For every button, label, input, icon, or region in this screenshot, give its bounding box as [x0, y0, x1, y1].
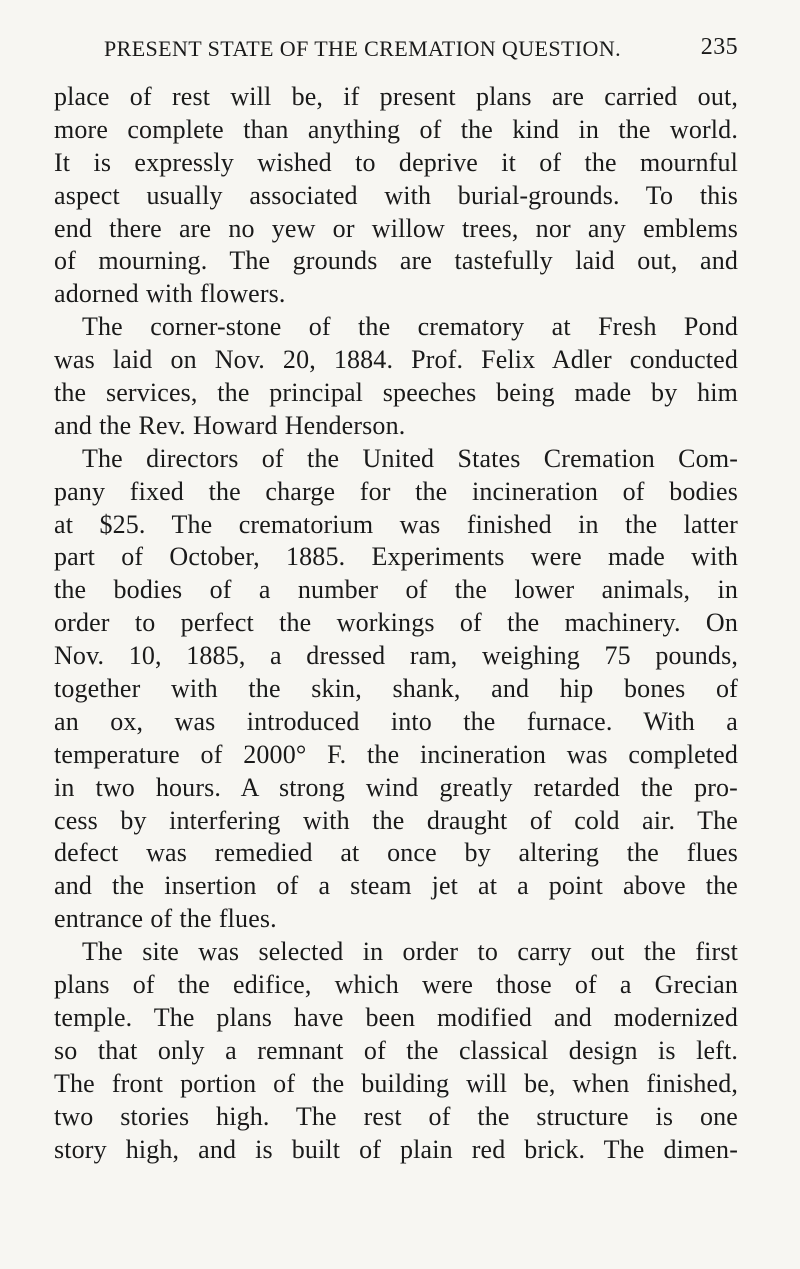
text-line: temple. The plans have been modified and modernized — [54, 1002, 738, 1032]
paragraph-4 — [54, 936, 738, 1166]
running-head — [104, 36, 738, 70]
text-line: so that only a remnant of the classical design is left. — [54, 1035, 738, 1065]
text-line: the bodies of a number of the lower animals, in — [54, 575, 738, 605]
text-line: was laid on Nov. 20, 1884. Prof. Felix Adler conducted — [54, 345, 738, 375]
text-line: plans of the edifice, which were those of a Grecian — [54, 970, 738, 1000]
text-line: place of rest will be, if present plans are carried out, — [54, 82, 738, 111]
text-line: entrance of the flues. — [54, 904, 277, 934]
text-line: of mourning. The grounds are tastefully laid out, and — [54, 246, 738, 276]
text-line: two stories high. The rest of the structure is one — [54, 1101, 738, 1131]
text-line: cess by interfering with the draught of cold air. The — [54, 805, 738, 835]
text-line: The site was selected in order to carry out the first — [82, 937, 738, 967]
text-line: and the insertion of a steam jet at a point above the — [54, 871, 738, 901]
text-line: defect was remedied at once by altering the flues — [54, 838, 738, 868]
text-line: pany fixed the charge for the incineration of bodies — [54, 476, 738, 506]
text-line: end there are no yew or willow trees, nor any emblems — [54, 213, 738, 243]
page-number: 235 — [700, 34, 738, 60]
text-line: temperature of 2000° F. the incineration was completed — [54, 739, 738, 769]
text-line: story high, and is built of plain red brick. The dimen- — [54, 1134, 738, 1164]
text-line: together with the skin, shank, and hip bones of — [54, 674, 738, 704]
running-head-title: PRESENT STATE OF THE CREMATION QUESTION. — [104, 36, 622, 61]
text-line: an ox, was introduced into the furnace. With a — [54, 706, 738, 736]
text-line: Nov. 10, 1885, a dressed ram, weighing 75 pounds, — [54, 641, 738, 671]
text-line: the services, the principal speeches being made by him — [54, 378, 738, 408]
text-line: adorned with flowers. — [54, 279, 286, 309]
text-line: at $25. The crematorium was finished in the latter — [54, 509, 738, 539]
text-line: more complete than anything of the kind in the world. — [54, 114, 738, 144]
paragraph-2 — [54, 311, 738, 443]
text-line: It is expressly wished to deprive it of the mournful — [54, 147, 738, 177]
text-line: The front portion of the building will be, when finished, — [54, 1068, 738, 1098]
text-line: in two hours. A strong wind greatly retarded the pro- — [54, 772, 738, 802]
text-line: The corner-stone of the crematory at Fresh Pond — [82, 312, 738, 342]
text-line: aspect usually associated with burial-grounds. To this — [54, 180, 738, 210]
text-line: and the Rev. Howard Henderson. — [54, 410, 406, 440]
body-text — [54, 81, 738, 1166]
paragraph-1 — [54, 81, 738, 311]
text-line: part of October, 1885. Experiments were made with — [54, 542, 738, 572]
paragraph-3 — [54, 443, 738, 936]
text-line: The directors of the United States Cremation Com- — [82, 443, 738, 473]
text-line: order to perfect the workings of the machinery. On — [54, 608, 738, 638]
